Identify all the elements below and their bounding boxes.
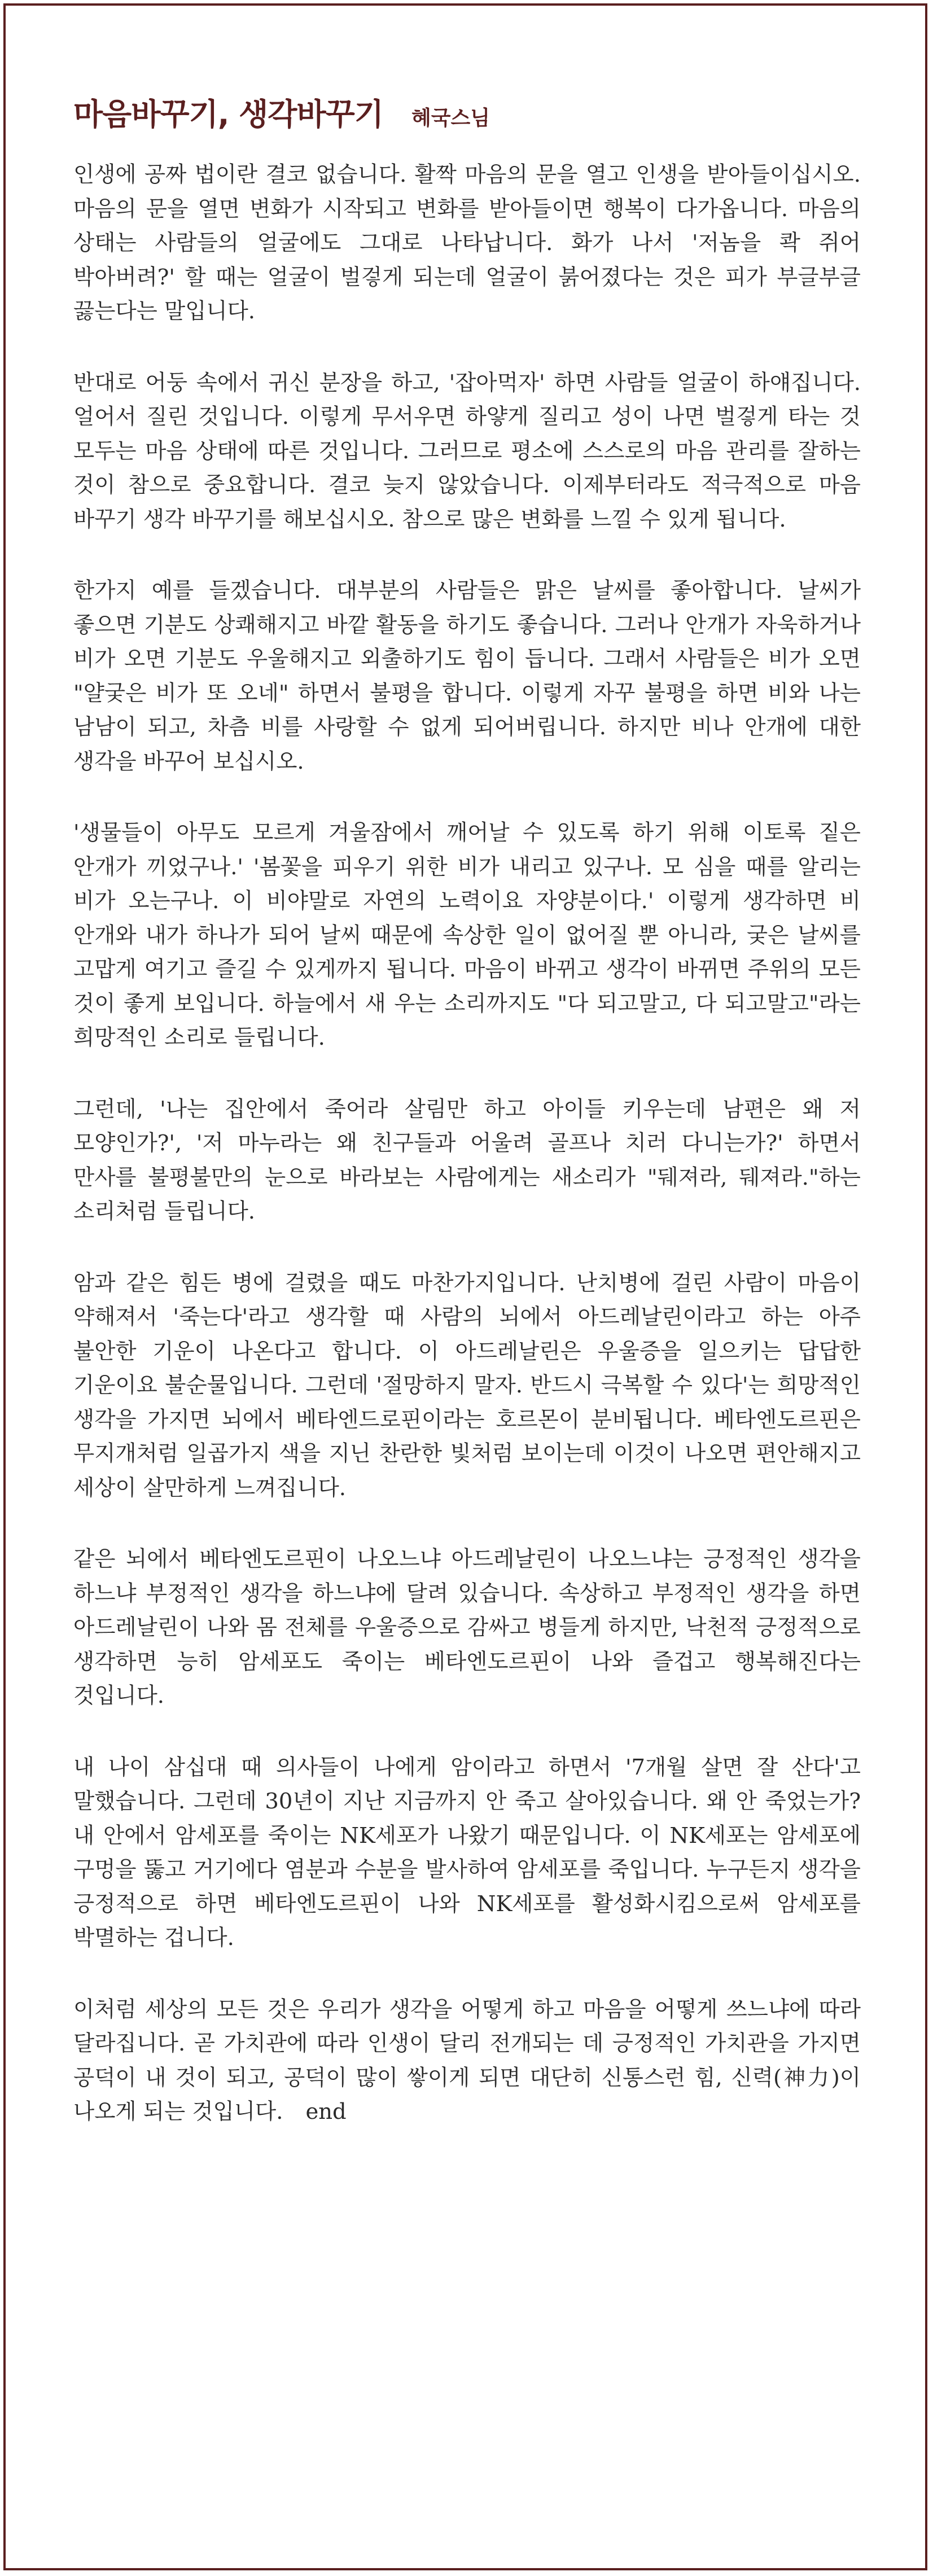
article-header	[73, 90, 490, 134]
article-body	[73, 158, 861, 2167]
paragraph: '생물들이 아무도 모르게 겨울잠에서 깨어날 수 있도록 하기 위해 이토록 짙은 안개가 끼었구나.' '봄꽃을 피우기 위한 비가 내리고 있구나. 모 심을 때를 알리는 비가 오는구나. 이 비야말로 자연의 노력이요 자양분이다.' 이렇게 생각하면 비 안개와 내가 하나가 되어 날씨 때문에 속상한 일이 없어질 뿐 아니라, 궂은 날씨를 고맙게 여기고 즐길 수 있게까지 됩니다. 마음이 바뀌고 생각이 바뀌면 주위의 모든 것이 좋게 보입니다. 하늘에서 새 우는 소리까지도 "다 되고말고, 다 되고말고"라는 희망적인 소리로 들립니다.	[73, 820, 861, 1050]
paragraph: 같은 뇌에서 베타엔도르핀이 나오느냐 아드레날린이 나오느냐는 긍정적인 생각을 하느냐 부정적인 생각을 하느냐에 달려 있습니다. 속상하고 부정적인 생각을 하면 아드레날린이 나와 몸 전체를 우울증으로 감싸고 병들게 하지만, 낙천적 긍정적으로 생각하면 능히 암세포도 죽이는 베타엔도르핀이 나와 즐겁고 행복해진다는 것입니다.	[73, 1547, 861, 1708]
end-mark: end	[305, 2099, 347, 2124]
paragraph: 반대로 어둥 속에서 귀신 분장을 하고, '잡아먹자' 하면 사람들 얼굴이 하얘집니다. 얼어서 질린 것입니다. 이렇게 무서우면 하얗게 질리고 성이 나면 벌겋게 타는 것 모두는 마음 상태에 따른 것입니다. 그러므로 평소에 스스로의 마음 관리를 잘하는 것이 참으로 중요합니다. 결코 늦지 않았습니다. 이제부터라도 적극적으로 마음 바꾸기 생각 바꾸기를 해보십시오. 참으로 많은 변화를 느낄 수 있게 됩니다.	[73, 370, 861, 532]
article-author: 혜국스님	[411, 107, 490, 130]
paragraph: 그런데, '나는 집안에서 죽어라 살림만 하고 아이들 키우는데 남편은 왜 저 모양인가?', '저 마누라는 왜 친구들과 어울려 골프나 치러 다니는가?' 하면서 만사를 불평불만의 눈으로 바라보는 사람에게는 새소리가 "뒈져라, 뒈져라."하는 소리처럼 들립니다.	[73, 1096, 861, 1224]
article-title: 마음바꾸기, 생각바꾸기	[73, 97, 383, 132]
paragraph-last	[73, 1993, 861, 2130]
paragraph: 암과 같은 힘든 병에 걸렸을 때도 마찬가지입니다. 난치병에 걸린 사람이 마음이 약해져서 '죽는다'라고 생각할 때 사람의 뇌에서 아드레날린이라고 하는 아주 불안한 기운이 나온다고 합니다. 이 아드레날린은 우울증을 일으키는 답답한 기운이요 불순물입니다. 그런데 '절망하지 말자. 반드시 극복할 수 있다'는 희망적인 생각을 가지면 뇌에서 베타엔드로핀이라는 호르몬이 분비됩니다. 베타엔도르핀은 무지개처럼 일곱가지 색을 지닌 찬란한 빛처럼 보이는데 이것이 나오면 편안해지고 세상이 살만하게 느껴집니다.	[73, 1270, 861, 1501]
paragraph: 인생에 공짜 법이란 결코 없습니다. 활짝 마음의 문을 열고 인생을 받아들이십시오. 마음의 문을 열면 변화가 시작되고 변화를 받아들이면 행복이 다가옵니다. 마음의 상태는 사람들의 얼굴에도 그대로 나타납니다. 화가 나서 '저놈을 콱 쥐어 박아버려?' 할 때는 얼굴이 벌겋게 되는데 얼굴이 붉어졌다는 것은 피가 부글부글 끓는다는 말입니다.	[73, 162, 861, 324]
paragraph: 내 나이 삼십대 때 의사들이 나에게 암이라고 하면서 '7개월 살면 잘 산다'고 말했습니다. 그런데 30년이 지난 지금까지 안 죽고 살아있습니다. 왜 안 죽었는가? 내 안에서 암세포를 죽이는 NK세포가 나왔기 때문입니다. 이 NK세포는 암세포에 구멍을 뚫고 거기에다 염분과 수분을 발사하여 암세포를 죽입니다. 누구든지 생각을 긍정적으로 하면 베타엔도르핀이 나와 NK세포를 활성화시킴으로써 암세포를 박멸하는 겁니다.	[73, 1754, 861, 1951]
paragraph: 한가지 예를 들겠습니다. 대부분의 사람들은 맑은 날씨를 좋아합니다. 날씨가 좋으면 기분도 상쾌해지고 바깥 활동을 하기도 좋습니다. 그러나 안개가 자욱하거나 비가 오면 기분도 우울해지고 외출하기도 힘이 듭니다. 그래서 사람들은 비가 오면 "얄궂은 비가 또 오네" 하면서 불평을 합니다. 이렇게 자꾸 불평을 하면 비와 나는 남남이 되고, 차츰 비를 사랑할 수 없게 되어버립니다. 하지만 비나 안개에 대한 생각을 바꾸어 보십시오.	[73, 578, 861, 774]
paragraph-text: 이처럼 세상의 모든 것은 우리가 생각을 어떻게 하고 마음을 어떻게 쓰느냐에 따라 달라집니다. 곧 가치관에 따라 인생이 달리 전개되는 데 긍정적인 가치관을 가지면 공덕이 내 것이 되고, 공덕이 많이 쌓이게 되면 대단히 신통스런 힘, 신력(神力)이 나오게 되는 것입니다.	[73, 1996, 861, 2124]
